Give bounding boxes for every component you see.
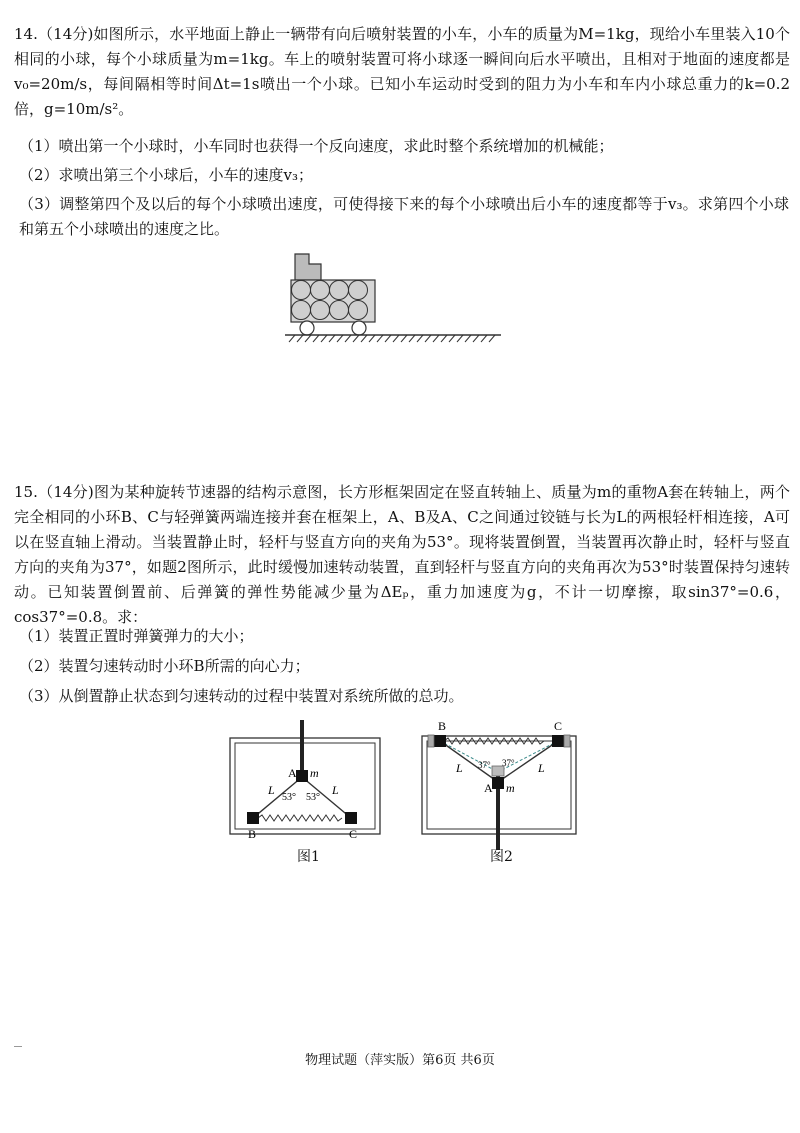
fig1-label-B: B bbox=[248, 827, 257, 841]
fig2-label-m: m bbox=[506, 781, 515, 795]
q15-part-2: （2）装置匀速转动时小环B所需的向心力； bbox=[19, 657, 310, 675]
fig2-angle-right: 37° bbox=[502, 758, 515, 768]
fig2-label-L-right: L bbox=[538, 761, 545, 775]
fig2-caption: 图2 bbox=[490, 849, 513, 865]
fig2-mass-A bbox=[492, 777, 504, 789]
fig1-label-L-right: L bbox=[332, 783, 339, 797]
fig2-label-L-left: L bbox=[456, 761, 463, 775]
q14-part-2: （2）求喷出第三个小球后，小车的速度v₃； bbox=[19, 166, 314, 184]
fig1-label-L-left: L bbox=[268, 783, 275, 797]
fig2-ring-B bbox=[434, 735, 446, 747]
cart-wheel-right bbox=[352, 321, 366, 335]
fig1-ring-B bbox=[247, 812, 259, 824]
fig1-ring-C bbox=[345, 812, 357, 824]
figure-1 bbox=[228, 720, 388, 850]
q14-part-1: （1）喷出第一个小球时，小车同时也获得一个反向速度，求此时整个系统增加的机械能； bbox=[19, 137, 614, 155]
fig1-spring bbox=[258, 815, 342, 821]
margin-mark bbox=[14, 1046, 22, 1047]
fig2-ring-C-ghost bbox=[564, 735, 570, 747]
q14-part-3: （3）调整第四个及以后的每个小球喷出速度，可使得接下来的每个小球喷出后小车的速度都等于v₃。求第四个小球和第五个小球喷出的速度之比。 bbox=[19, 195, 789, 238]
fig1-angle-right: 53° bbox=[306, 792, 320, 803]
fig2-label-C: C bbox=[554, 720, 563, 733]
q14-stem: 14.（14分)如图所示，水平地面上静止一辆带有向后喷射装置的小车，小车的质量为M=1kg，现给小车里装入10个相同的小球，每个小球质量为m=1kg。车上的喷射装置可将小球逐一瞬间向后水平喷出，且相对于地面的速度都是v₀=20m/s，每间隔相等时间Δt=1s喷出一个小球。已知小车运动时受到的阻力为小车和车内小球总重力的k=0.2倍，g=10m/s²。 bbox=[14, 25, 790, 118]
cart-nozzle bbox=[295, 254, 321, 280]
fig2-label-A: A bbox=[484, 781, 493, 795]
fig1-angle-left: 53° bbox=[282, 792, 296, 803]
fig1-label-m: m bbox=[310, 766, 319, 780]
q15-part-3: （3）从倒置静止状态到匀速转动的过程中装置对系统所做的总功。 bbox=[19, 687, 464, 705]
fig2-ring-B-ghost bbox=[428, 735, 434, 747]
figure-2 bbox=[420, 720, 580, 850]
q15-part-1: （1）装置正置时弹簧弹力的大小； bbox=[19, 627, 254, 645]
cart-wheel-left bbox=[300, 321, 314, 335]
fig1-label-A: A bbox=[288, 766, 297, 780]
ground-hatch bbox=[289, 335, 495, 342]
fig1-caption: 图1 bbox=[297, 849, 320, 865]
fig2-angle-left: 37° bbox=[478, 760, 491, 770]
fig1-label-C: C bbox=[349, 827, 358, 841]
page-footer: 物理试题（萍实版）第6页 共6页 bbox=[305, 1053, 495, 1068]
fig2-label-B: B bbox=[438, 720, 447, 733]
cart-figure bbox=[285, 250, 505, 345]
fig2-ring-C bbox=[552, 735, 564, 747]
fig1-mass-A bbox=[296, 770, 308, 782]
q15-stem: 15.（14分)图为某种旋转节速器的结构示意图，长方形框架固定在竖直转轴上、质量为m的重物A套在转轴上，两个完全相同的小环B、C与轻弹簧两端连接并套在框架上，A、B及A、C之间通过铰链与长为L的两根轻杆相连接，A可以在竖直轴上滑动。当装置静止时，轻杆与竖直方向的夹角为53°。现将装置倒置，当装置再次静止时，轻杆与竖直方向的夹角为37°，如题2图所示，此时缓慢加速转动装置，直到轻杆与竖直方向的夹角再次为53°时装置保持匀速转动。已知装置倒置前、后弹簧的弹性势能减少量为ΔEₚ，重力加速度为g，不计一切摩擦，取sin37°=0.6，cos37°=0.8。求： bbox=[14, 483, 790, 626]
